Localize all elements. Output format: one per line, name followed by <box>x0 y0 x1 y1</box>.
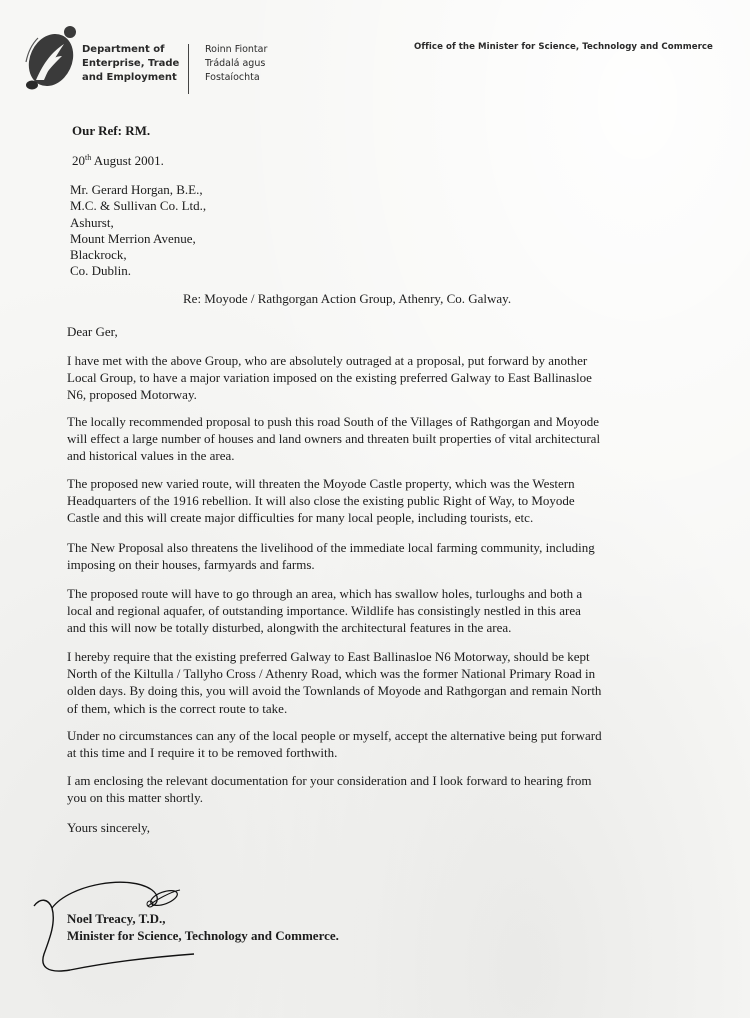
department-name-irish-line: Trádalá agus <box>205 58 266 69</box>
paragraph-line: The proposed route will have to go through an area, which has swallow holes, turloughs and both a <box>67 586 583 601</box>
address-line: Co. Dublin. <box>70 263 132 279</box>
paragraph-line: Castle and this will create major difficulties for many local people, including tourists, etc. <box>67 510 534 526</box>
signer-title: Minister for Science, Technology and Commerce. <box>67 928 339 943</box>
department-name-line: Enterprise, Trade <box>82 58 180 69</box>
salutation: Dear Ger, <box>67 324 118 339</box>
paragraph-line: local and regional aquafer, of outstanding importance. Wildlife has consistingly nestled in this area <box>67 603 581 619</box>
paragraph-line: will effect a large number of houses and land owners and threaten built properties of vital architectural <box>67 431 601 447</box>
paragraph-line: of them, which is the correct route to take. <box>67 700 288 716</box>
department-name-english <box>82 43 179 85</box>
letter-date <box>72 152 164 169</box>
date-suffix: th <box>85 153 92 162</box>
paragraph-line: Local Group, to have a major variation imposed on the existing preferred Galway to East Ballinasloe <box>67 370 592 386</box>
paragraph-line: and this will now be totally disturbed, alongwith the architectural features in the area. <box>67 620 512 636</box>
paragraph-line: North of the Kiltulla / Tallyho Cross / Athenry Road, which was the former National Primary Road in <box>67 666 596 682</box>
paragraph-line: N6, proposed Motorway. <box>67 387 197 403</box>
department-name-irish-line: Roinn Fiontar <box>205 44 268 55</box>
department-name-line: and Employment <box>82 72 177 83</box>
address-line: Blackrock, <box>70 247 127 263</box>
paragraph-line: I have met with the above Group, who are absolutely outraged at a proposal, put forward by another <box>67 353 588 368</box>
letterhead-divider <box>188 44 189 94</box>
date-rest: August 2001. <box>91 153 164 168</box>
office-heading: Office of the Minister for Science, Technology and Commerce <box>414 42 713 52</box>
paragraph-line: olden days. By doing this, you will avoid the Townlands of Moyode and Rathgorgan and remain North <box>67 683 602 699</box>
recipient-address <box>70 182 206 280</box>
paragraph-line: Under no circumstances can any of the local people or myself, accept the alternative being put forward <box>67 728 602 743</box>
paragraph-line: I hereby require that the existing preferred Galway to East Ballinasloe N6 Motorway, should be kept <box>67 649 590 664</box>
paragraph-5 <box>67 585 707 637</box>
paragraph-line: The proposed new varied route, will threaten the Moyode Castle property, which was the Western <box>67 476 575 491</box>
closing: Yours sincerely, <box>67 820 151 835</box>
department-logo-icon <box>22 22 78 94</box>
paragraph-7 <box>67 727 707 761</box>
paragraph-line: The locally recommended proposal to push this road South of the Villages of Rathgorgan and Moyode <box>67 414 599 429</box>
paragraph-8 <box>67 772 707 806</box>
subject-line: Re: Moyode / Rathgorgan Action Group, Athenry, Co. Galway. <box>183 291 512 306</box>
paragraph-line: Headquarters of the 1916 rebellion. It will also close the existing public Right of Way, to Moyode <box>67 493 575 509</box>
reference-line: Our Ref: RM. <box>72 123 151 138</box>
address-line: Mount Merrion Avenue, <box>70 230 196 246</box>
signer-name: Noel Treacy, T.D., <box>67 911 166 926</box>
paragraph-line: imposing on their houses, farmyards and farms. <box>67 557 315 573</box>
department-name-line: Department of <box>82 44 165 55</box>
paragraph-line: you on this matter shortly. <box>67 790 204 806</box>
paragraph-6 <box>67 648 707 717</box>
paragraph-4 <box>67 539 707 573</box>
paragraph-3 <box>67 475 707 527</box>
signer-block <box>67 910 339 944</box>
department-name-irish <box>205 43 267 85</box>
paragraph-line: and historical values in the area. <box>67 448 235 464</box>
department-name-irish-line: Fostaíochta <box>205 72 260 83</box>
paragraph-2 <box>67 413 707 465</box>
address-line: M.C. & Sullivan Co. Ltd., <box>70 198 207 214</box>
paragraph-line: at this time and I require it to be removed forthwith. <box>67 745 338 761</box>
address-line: Mr. Gerard Horgan, B.E., <box>70 182 203 197</box>
paragraph-line: The New Proposal also threatens the livelihood of the immediate local farming community, including <box>67 540 595 555</box>
date-day: 20 <box>72 153 85 168</box>
paragraph-line: I am enclosing the relevant documentation for your consideration and I look forward to hearing from <box>67 773 592 788</box>
address-line: Ashurst, <box>70 214 114 230</box>
paragraph-1 <box>67 352 707 404</box>
